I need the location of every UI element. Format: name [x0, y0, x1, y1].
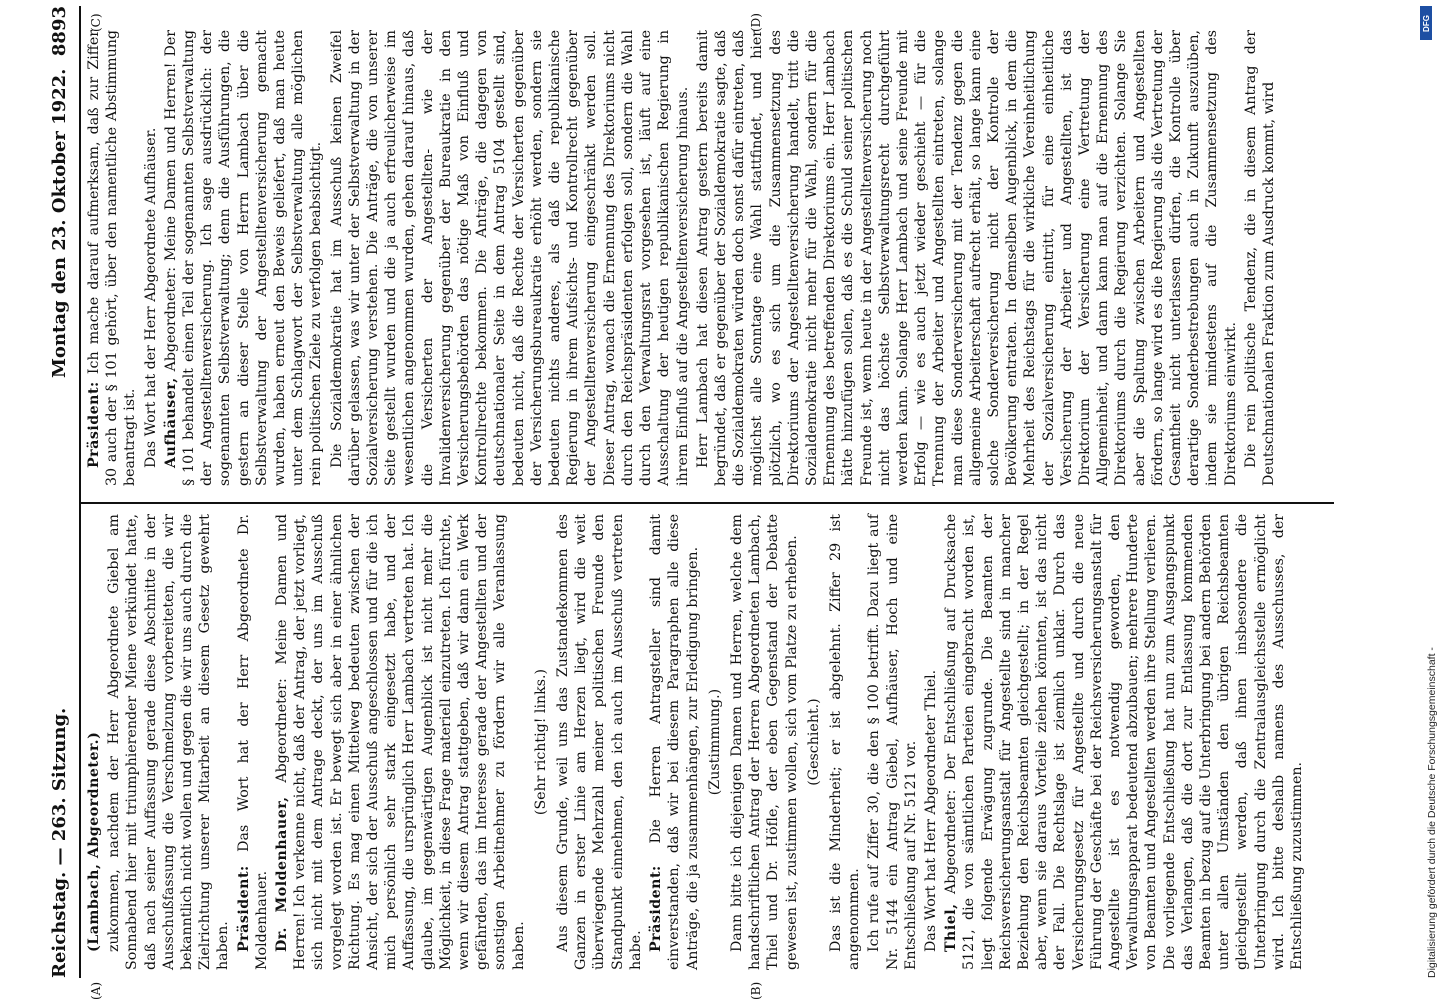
left-column: [85, 514, 1335, 970]
dfg-logo: [1420, 6, 1432, 40]
paragraph: [162, 30, 326, 486]
paragraph: [706, 514, 724, 970]
paragraph: [942, 514, 1306, 970]
paragraph-text: (Sehr richtig! links.): [532, 668, 549, 816]
dfg-logo-text: DFG: [1421, 14, 1431, 32]
header-session: Reichstag. — 263. Sitzung.: [49, 707, 70, 978]
paragraph: [827, 514, 863, 970]
paragraph: [235, 514, 271, 970]
paragraph-text: Das Wort hat Herr Abgeordneter Thiel.: [922, 669, 939, 952]
digitization-credit: [1406, 6, 1438, 986]
running-header: [49, 6, 77, 978]
paragraph: [85, 514, 103, 970]
paragraph-text: Das Wort hat der Herr Abgeordnete Dr. Moldenhauer.: [235, 513, 270, 970]
speaker-name: Präsident:: [648, 865, 665, 952]
paragraph: [532, 514, 550, 970]
speaker-name: Dr. Moldenhauer,: [274, 796, 291, 952]
paragraph: [1242, 30, 1278, 486]
paragraph: [865, 514, 920, 970]
margin-mark-b: (B): [749, 981, 763, 1000]
paragraph: [328, 30, 692, 486]
speaker-name: Präsident:: [86, 381, 102, 468]
speaker-name: Thiel,: [943, 903, 960, 952]
margin-mark-c: (C): [89, 13, 103, 32]
newspaper-page: [49, 6, 1339, 1000]
speaker-name: Aufhäuser,: [162, 377, 179, 468]
credit-text: Digitalisierung gefördert durch die Deutsche Forschungsgemeinschaft -: [1426, 647, 1438, 978]
paragraph-text: Die rein politische Tendenz, die in diesem Antrag der Deutschnationalen Fraktion zum Ausdruck kommt, wird: [1242, 30, 1277, 486]
paragraph: [728, 514, 801, 970]
paragraph: [105, 514, 232, 970]
speaker-name: (Lambach, Abgeordneter.): [86, 731, 102, 952]
paragraph-text: (Zustimmung.): [706, 688, 723, 796]
paragraph: [85, 30, 140, 486]
paragraph-text: Dann bitte ich diejenigen Damen und Herren, welche dem handschriftlichen Antrag der Herren Abgeordneten Lambach, Thiel und Dr. Höfle, der eben Gegenstand der Debatte gewesen ist, zustimmen wollen, sich vom Platze zu erheben.: [728, 514, 800, 970]
paragraph-text: Das Wort hat der Herr Abgeordnete Aufhäuser.: [142, 127, 159, 468]
paragraph-text: Abgeordneter: Meine Damen und Herren! Ich verkenne nicht, daß der Antrag, der jetzt vorliegt, sich nicht mit dem Antrage deckt, der uns im Ausschuß vorgelegt worden ist. Er bewegt sich aber in einer ähnlichen Richtung. Es mag einen Mittelweg bedeuten zwischen der Ansicht, der sich der Ausschuß angeschlossen und für die ich mich persönlich sehr stark eingesetzt habe, und der Auffassung, die ursprünglich Herr Lambach vertreten hat. Ich glaube, im gegenwärtigen Augenblick ist nicht mehr die Möglichkeit, in diese Frage materiell einzutreten. Ich fürchte, wenn wir diesem Antrag stattgeben, daß wir dann ein Werk gefährden, das im Interesse gerade der Angestellten und der sonstigen Arbeitnehmer zu fördern wir alle Veranlassung haben.: [274, 513, 527, 970]
paragraph-text: Ich rufe auf Ziffer 30, die den § 100 betrifft. Dazu liegt auf Nr. 5144 ein Antrag Giebel, Aufhäuser, Hoch und eine Entschließung auf Nr. 5121 vor.: [866, 514, 919, 970]
paragraph: [142, 30, 160, 486]
speaker-name: Präsident:: [235, 865, 252, 952]
header-date: Montag den 23. Oktober 1922.: [49, 68, 70, 378]
paragraph-text: zukommen, nachdem der Herr Abgeordnete Giebel am Sonnabend hier mit triumphierender Miene verkündet hatte, daß nach seiner Auffassung gerade diese Abschnitte in der Ausschußfassung die Verschmelzung vorbereiteten, die wir bekanntlich nicht wollen und gegen die wir uns auch durch die Zielrichtung unserer Mitarbeit an diesem Gesetz gewehrt haben.: [106, 514, 232, 970]
column-divider: [79, 502, 1334, 504]
paragraph-text: Ich mache darauf aufmerksam, daß zur Ziffer 30 auch der § 101 gehört, über den namentliche Abstimmung beantragt ist.: [86, 30, 139, 486]
paragraph-text: Abgeordneter: Der Entschließung auf Drucksache 5121, die von sämtlichen Parteien eingebracht worden ist, liegt folgende Erwägung zugrunde. Die Beamten der Reichsversicherungsanstalt für Angestellte sind in mancher Beziehung den Reichsbeamten gleichgestellt; in der Regel aber, wenn sie daraus Vorteile ziehen könnten, ist das nicht der Fall. Die Rechtslage ist ziemlich unklar. Durch das Versicherungsgesetz für Angestellte und durch die neue Führung der Geschäfte bei der Reichsversicherungsanstalt für Angestellte ist es notwendig geworden, den Verwaltungsapparat bedeutend abzubauen; mehrere Hunderte von Beamten und Angestellten werden ihre Stellung verlieren. Die vorliegende Entschließung hat nun zum Ausgangspunkt das Verlangen, daß die dort zur Entlassung kommenden Beamten in bezug auf die Unterbringung bei andern Behörden unter allen Umständen den übrigen Reichsbeamten gleichgestellt werden, daß ihnen insbesondere die Unterbringung durch die Zentralausgleichsstelle ermöglicht wird. Ich bitte deshalb namens des Ausschusses, der Entschließung zuzustimmen.: [943, 513, 1305, 970]
right-column: [85, 30, 1335, 486]
paragraph-text: Aus diesem Grunde, weil uns das Zustandekommen des Ganzen in erster Linie am Herzen liegt, wird die weit überwiegende Mehrzahl meiner politischen Freunde den Standpunkt einnehmen, den ich auch im Ausschuß vertreten habe.: [555, 514, 644, 970]
paragraph-text: Abgeordneter: Meine Damen und Herren! Der § 101 behandelt einen Teil der sogenannten Selbstverwaltung der Angestelltenversicherung. Ich sage ausdrücklich: der sogenannten Selbstverwaltung; denn die Ausführungen, die gestern an dieser Stelle von Herrn Lambach über die Selbstverwaltung der Angestelltenversicherung gemacht wurden, haben erneut den Beweis geliefert, daß man heute unter dem Schlagwort der Selbstverwaltung alle möglichen rein politischen Ziele zu verfolgen beabsichtigt.: [162, 29, 325, 486]
margin-mark-a: (A): [89, 981, 103, 1000]
paragraph: [694, 30, 1240, 486]
paragraph-text: Die Herren Antragsteller sind damit einverstanden, daß wir bei diesem Paragraphen alle diese Anträge, die ja zusammenhängen, zur Erledigung bringen.: [648, 514, 701, 970]
paragraph: [273, 514, 528, 970]
paragraph-text: Herr Lambach hat diesen Antrag gestern bereits damit begründet, daß er gegenüber der Sozialdemokratie sagte, daß die Sozialdemokraten würden doch sonst dafür eintreten, daß möglichst alle Sonntage eine Wahl stattfindet, und hier plötzlich, wo es sich um die Zusammensetzung des Direktoriums der Angestelltenversicherung handelt, tritt die Sozialdemokratie nicht mehr für die Wahl, sondern für die Ernennung des betreffenden Direktoriums ein. Herr Lambach hätte hinzufügen sollen, daß es die Schuld seiner politischen Freunde ist, wenn heute in der Angestelltenversicherung noch nicht das höchste Selbstverwaltungsrecht durchgeführt werden kann. Solange Herr Lambach und seine Freunde mit Erfolg — wie es auch jetzt wieder geschieht — für die Trennung der Arbeiter und Angestellten eintreten, solange man diese Sonderversicherung mit der Tendenz gegen die allgemeine Arbeiterschaft aufrecht erhält, so lange kann eine solche Sonderversicherung nicht der Kontrolle der Bevölkerung entraten. In demselben Augenblick, in dem die Mehrheit des Reichstags für die wirkliche Vereinheitlichung der Sozialversicherung eintritt, für eine einheitliche Versicherung der Arbeiter und Angestellten, ist das Direktorium der Versicherung eine Vertretung der Allgemeinheit, und dann kann man auf die Ernennung des Direktoriums durch die Regierung verzichten. Solange Sie aber die Spaltung zwischen Arbeitern und Angestellten fördern, so lange wird es die Regierung als die Vertretung der Gesamtheit nicht unterlassen dürfen, die Kontrolle über derartige Sonderbestrebungen auch in Zukunft auszuüben, indem sie mindestens auf die Zusammensetzung des Direktoriums einwirkt.: [694, 30, 1239, 486]
page-number: 8893: [49, 6, 70, 57]
paragraph-text: Das ist die Minderheit; er ist abgelehnt. Ziffer 29 ist angenommen.: [827, 514, 863, 970]
margin-mark-d: (D): [749, 13, 763, 32]
paragraph: [554, 514, 645, 970]
paragraph: [922, 514, 940, 970]
header-rule: [79, 6, 81, 978]
paragraph-text: Die Sozialdemokratie hat im Ausschuß keinen Zweifel darüber gelassen, was wir unter der Selbstverwaltung in der Sozialversicherung verstehen. Die Anträge, die von unserer Seite gestellt wurden und die ja auch erfreulicherweise im wesentlichen angenommen wurden, gehen darauf hinaus, daß die Versicherten der Angestellten- wie der Invalidenversicherung gegenüber der Bureaukratie in den Versicherungsbehörden das nötige Maß von Einfluß und Kontrollrechte bekommen. Die Anträge, die dagegen von deutschnationaler Seite in dem Antrag 5104 gestellt sind, bedeuten nicht, daß die Rechte der Versicherten gegenüber der Versicherungsbureaukratie erhöht werden, sondern sie bedeuten nichts anderes, als daß die republikanische Regierung in ihrem Aufsichts- und Kontrollrecht gegenüber der Angestelltenversicherung eingeschränkt werden soll. Dieser Antrag, wonach die Ernennung des Direktoriums nicht durch den Reichspräsidenten erfolgen soll, sondern die Wahl durch den Verwaltungsrat vorgesehen ist, läuft auf eine Ausschaltung der heutigen republikanischen Regierung in ihrem Einfluß auf die Angestelltenversicherung hinaus.: [328, 30, 691, 486]
paragraph-text: (Geschieht.): [805, 698, 822, 786]
paragraph: [647, 514, 702, 970]
paragraph: [805, 514, 823, 970]
